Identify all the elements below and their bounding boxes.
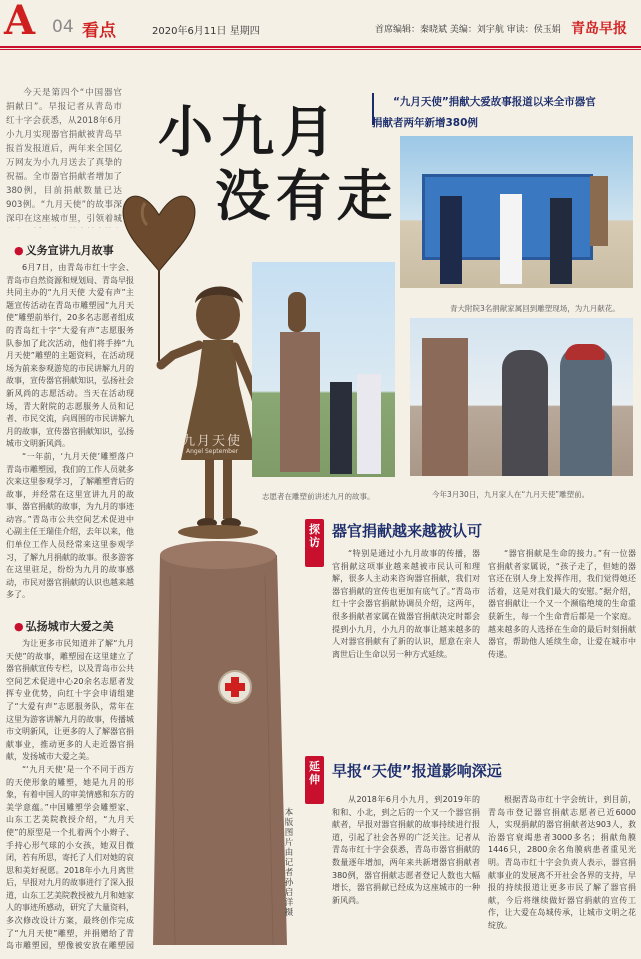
section4-body-right: 根据青岛市红十字会统计，到目前，青岛市登记器官捐献志愿者已近6000人，实现捐献的器官捐献者达903人，救治器官衰竭患者3000多名；捐献角膜1446只，2800余名角膜病患者重见光明。青岛市红十字会负责人表示，器官捐献事业的发展离不开社会各界的支持，早报的持续报道让更多市民了解了器官捐献，今后将继续做好器官捐献的宣传工作，让大爱在岛城传承，让城市文明之花绽放。 xyxy=(488,795,636,930)
headline-line2: 捐献者两年新增380例 xyxy=(372,117,478,129)
section3-heading: 器官捐献越来越被认可 xyxy=(332,522,483,540)
photo1-caption: 青大附院3名捐献家属回到雕塑现场，为九月献花。 xyxy=(450,304,620,313)
section1-heading: ● 义务宣讲九月故事 xyxy=(14,244,114,257)
headline-line1: “九月天使”捐献大爱故事报道以来全市器官 xyxy=(393,96,596,108)
plaque-title: 九月天使 xyxy=(182,434,243,449)
header-rule-thin xyxy=(0,49,641,50)
page-number: 04 xyxy=(52,17,74,37)
photo-volunteer-speech xyxy=(252,262,395,477)
section-name: 看点 xyxy=(82,21,116,41)
photo3-caption: 今年3月30日，九月家人在“九月天使”雕塑前。 xyxy=(432,490,590,499)
issue-date: 2020年6月11日 星期四 xyxy=(152,26,260,37)
photo2-caption: 志愿者在雕塑前讲述九月的故事。 xyxy=(262,492,375,501)
editor-credits: 首席编辑：秦晓斌 美编：刘宇航 审读：侯玉娟 xyxy=(375,25,561,35)
page-letter: A xyxy=(4,0,36,44)
section3-body-left: “特别是通过小九月故事的传播，器官捐献这项事业越来越被市民认可和理解，很多人主动来咨询器官捐献，我们对器官捐献的宣传也更加有底气了。”青岛市红十字会器官捐献协调员介绍，这两年，很多捐献者家属在做器官捐献决定时都会提到小九月，小九月的故事让越来越多的人对器官捐献有了新的认识，愿意在亲人离世后让生命以另一种方式延续。 xyxy=(332,549,480,659)
photo-family xyxy=(410,318,633,476)
section3-tag: 探 访 xyxy=(305,519,324,567)
section4-heading: 早报“天使”报道影响深远 xyxy=(332,762,502,780)
photo-credit: 本版图片由记者孙启洋摄 xyxy=(284,808,294,918)
section3-body-right: “器官捐献是生命的接力。”有一位器官捐献者家属说，“孩子走了，但她的器官还在别人身上发挥作用，我们觉得她还活着，这是对我们最大的安慰。”据介绍，器官捐献让一个又一个濒临绝境的生命重获新生，每一个生命背后都是一个家庭。越来越多的人选择在生命的最后时刻捐献器官，帮助他人延续生命，让爱在城市中传递。 xyxy=(488,549,636,659)
section1-body: 6月7日，由青岛市红十字会、青岛市自然资源和规划局、青岛早报共同主办的“九月天使 大爱有声”主题宣传活动在青岛市雕塑园“九月天使”雕塑前举行，20多名志愿者组成的青岛红十字“大爱有声”志愿服务队参加了此次活动，他们将手捧“九月天使”雕塑的主题资料，在活动现场为前来参观游览的市民讲解九月的故事，宣传器官捐献知识，弘扬社会新风尚的志愿活动。当天在活动现场，青大附院的志愿服务人员和记者、市民交流，向周围的市民讲解九月的故事，宣传器官捐献知识，弘扬城市文明新风尚。 “一年前，‘九月天使’雕塑落户青岛市雕塑园，我们的工作人员就多次来这里参观学习，了解雕塑背后的故事，并经常在这里宣讲九月的故事、器官捐献的故事，为九月的事迹动容。”青岛市公共空间艺术促进中心副主任王瑞佳介绍，去年以来，他们单位工作人员经常来这里参观学习，了解九月捐献的故事。很多游客在这里驻足，纷纷为九月的故事感动，市民对器官捐献的认识也越来越多了。 xyxy=(6,263,134,600)
newspaper-logo: 青岛早报 xyxy=(571,21,627,37)
photo-volunteers-banner xyxy=(400,136,633,288)
main-title-line2: 没有走 xyxy=(215,163,399,228)
section2-heading: ● 弘扬城市大爱之美 xyxy=(14,620,114,633)
intro-paragraph: 今天是第四个“中国器官捐献日”。早报记者从青岛市红十字会获悉，从2018年6月小九月实现器官捐献被青岛早报首发报道后，两年来全国亿万网友为小九月送去了真挚的祝福。全市器官捐献者增加了380例，目前捐献数量已达903例。“九月天使”的故事深深印在这座城市里，引领着城 xyxy=(6,88,122,224)
section4-body-left: 从2018年6月小九月，到2019年的和和、小北，到之后的一个又一个器官捐献者，早报对器官捐献的故事持续进行报道，引起了社会各界的广泛关注。记者从青岛市红十字会获悉，青岛市器官捐献的数量逐年增加，两年来共新增器官捐献者380例，器官捐献志愿者登记人数也大幅增长，器官捐献已经成为这座城市的一种新风尚。 xyxy=(332,795,480,905)
section4-tag: 延 伸 xyxy=(305,756,324,804)
section2-body: 为让更多市民知道并了解“九月天使”的故事，雕塑园在这里建立了器官捐献宣传专栏，以及青岛市公共空间艺术促进中心20余名志愿者发挥专业优势，向红十字会申请组建了“大爱有声”志愿服务队，常年在这里为游客讲解九月的故事，传播城市文明新风，让更多的人了解器官捐献事业，推动更多的人走近器官捐献，发扬城市大爱之美。 “‘九月天使’是一个不同于西方的天使形象的雕塑，她是九月的形象，有着中国人的审美情感和东方的美学意蕴。”中国雕塑学会雕塑家、山东工艺美院教授介绍，“九月天使”的原型是一个扎着两个小辫子、手持心形气球的小女孩，她双目微闭，若有所思，寄托了人们对她的哀思和美好祝愿。2018年小九月离世后，早报对九月的故事进行了深入报道，山东工艺美院教授被九月和她家人的事迹所感动，研究了大量资料，多次修改设计方案，最终创作完成了“九月天使”雕塑，并捐赠给了青岛市雕塑园，塑像被安放在雕塑园 xyxy=(6,639,134,951)
main-title-line1: 小九月 xyxy=(158,99,342,164)
header-rule xyxy=(0,46,641,48)
plaque-subtitle: Angel September xyxy=(186,448,239,455)
